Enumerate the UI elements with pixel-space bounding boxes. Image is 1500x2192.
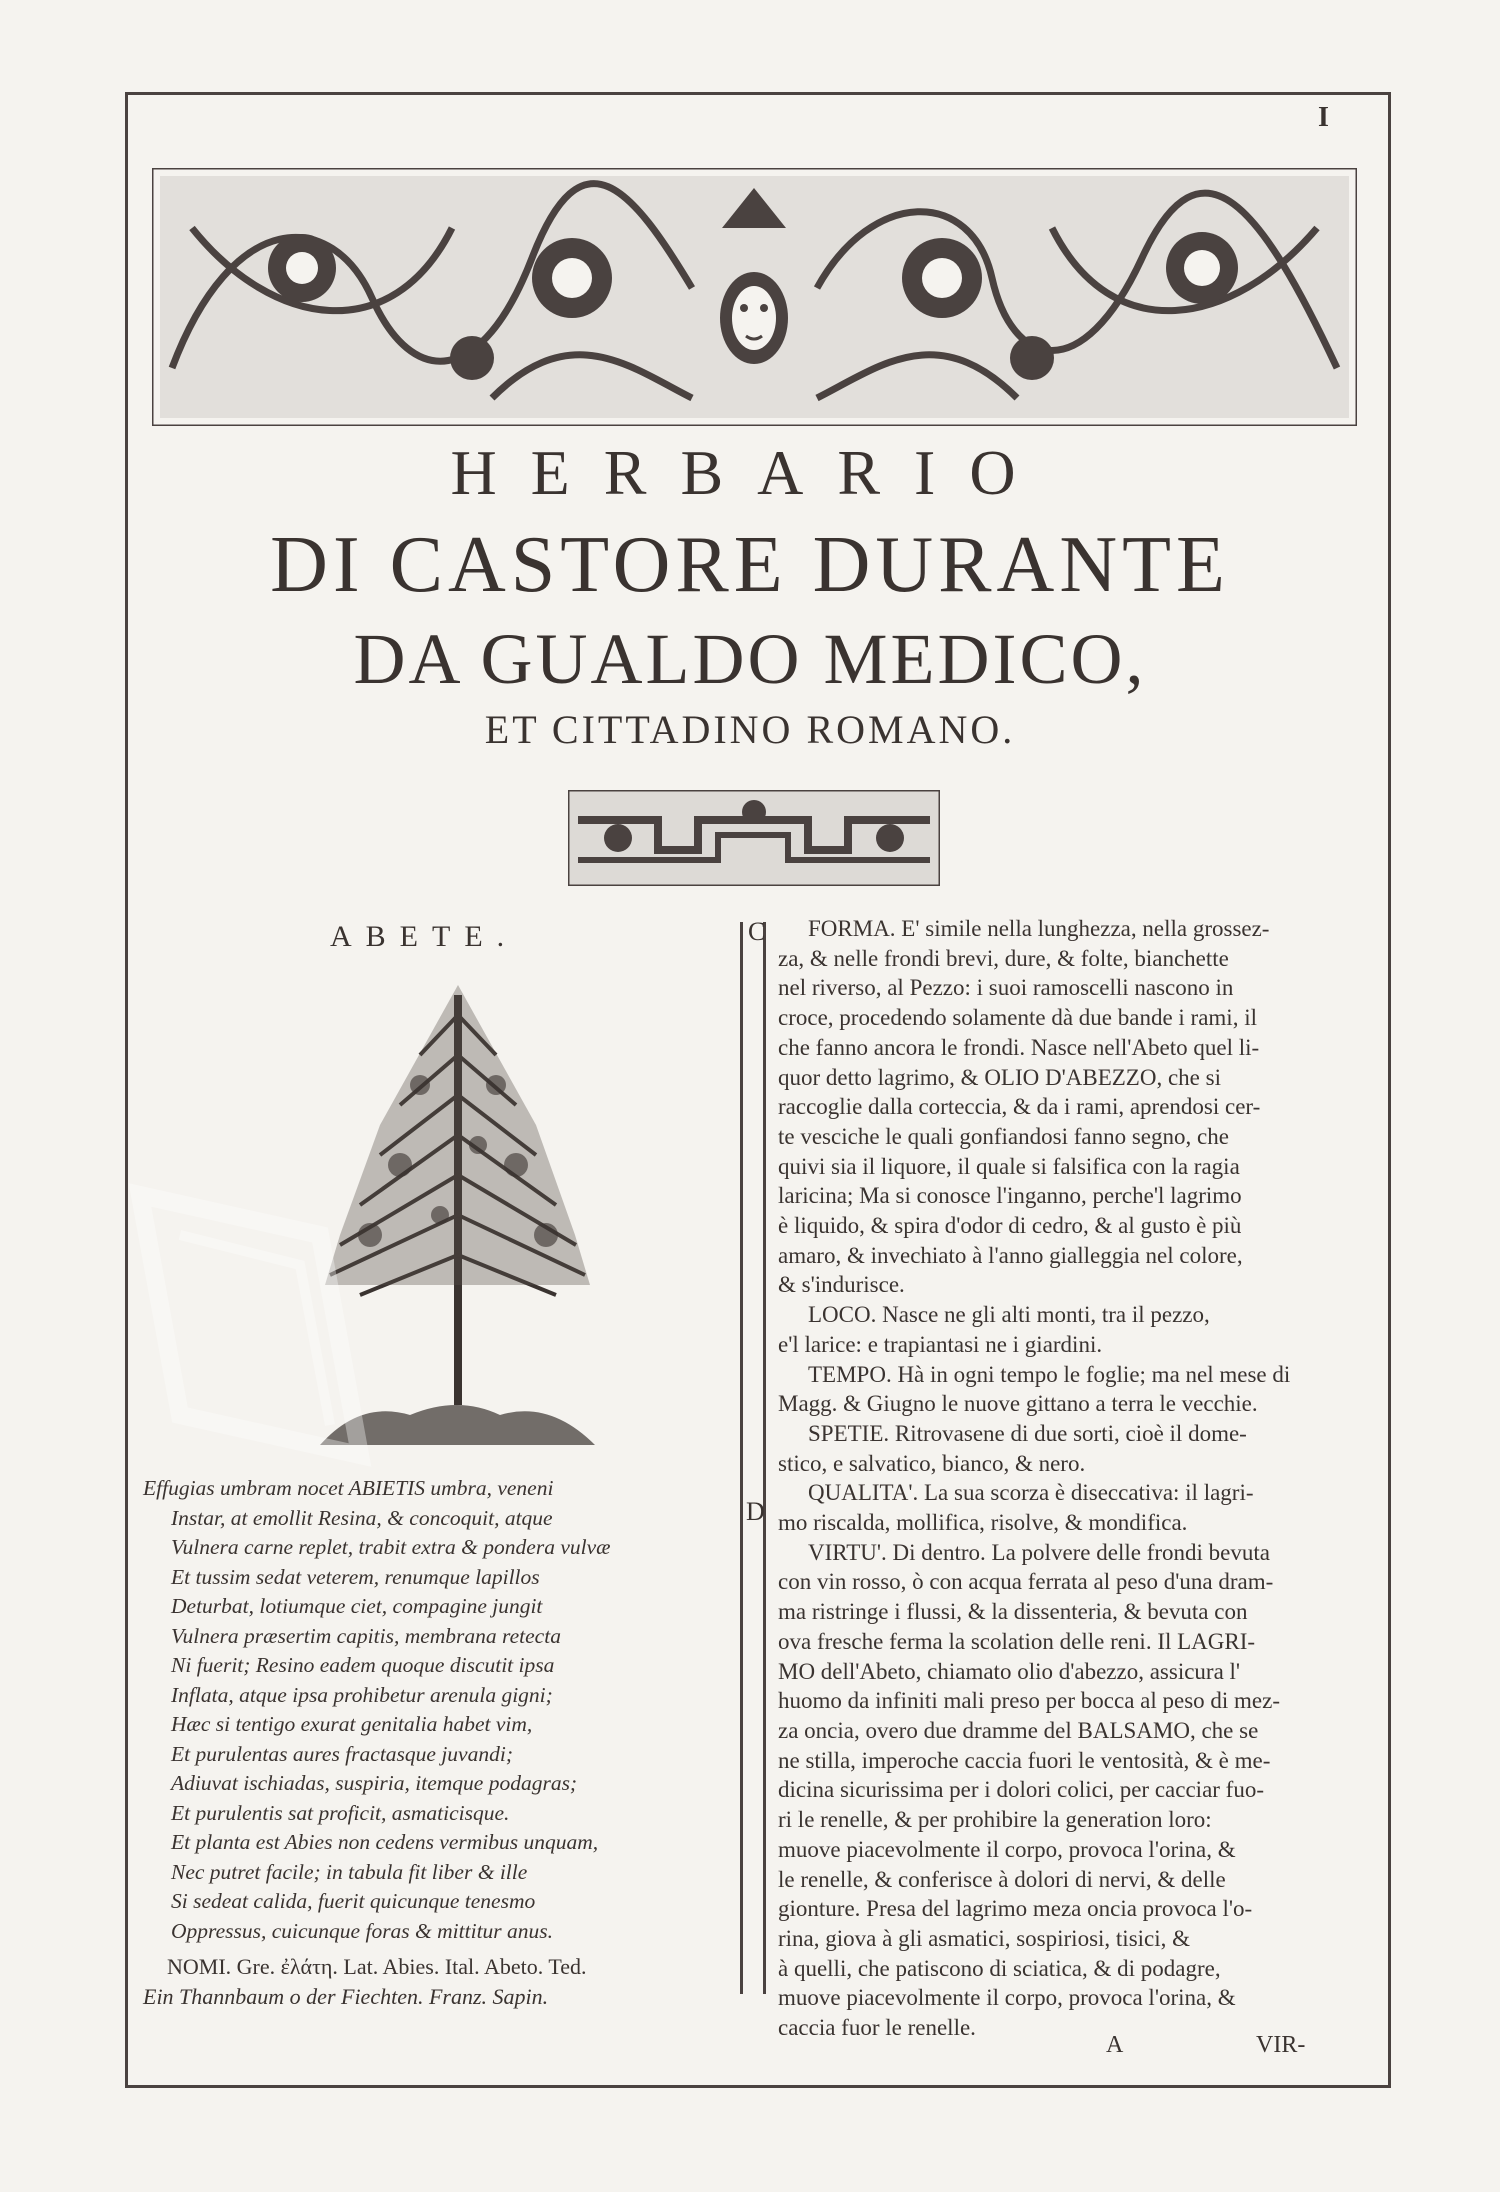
text-line: croce, procedendo solamente dà due bande i rami, il (778, 1005, 1257, 1031)
text-line: Magg. & Giugno le nuove gittano a terra le vecchie. (778, 1391, 1258, 1417)
text-line: laricina; Ma si conosce l'inganno, perche'l lagrimo (778, 1183, 1242, 1209)
poem-line: Oppressus, cuicunque foras & mittitur anus. (171, 1918, 554, 1943)
text-line: ne stilla, imperoche caccia fuori le ventosità, & è me- (778, 1747, 1271, 1773)
title-herbario: HERBARIO (450, 437, 1050, 508)
text-line: mo riscalda, mollifica, risolve, & mondifica. (778, 1510, 1188, 1536)
decorative-band-ornament (568, 790, 940, 886)
text-line: quor detto lagrimo, & OLIO D'ABEZZO, che si (778, 1064, 1221, 1090)
text-line: nel riverso, al Pezzo: i suoi ramoscelli nascono in (778, 975, 1234, 1001)
text-line: huomo da infiniti mali preso per bocca al peso di mez- (778, 1688, 1281, 1714)
text-line: muove piacevolmente il corpo, provoca l'orina, & (778, 1836, 1236, 1862)
text-line: MO dell'Abeto, chiamato olio d'abezzo, assicura l' (778, 1658, 1241, 1684)
plant-heading: ABETE. (330, 920, 519, 953)
margin-letter-c: C (748, 917, 766, 946)
text-line: le renelle, & conferisce à dolori di nervi, & delle (778, 1866, 1226, 1892)
text-line: amaro, & invechiato à l'anno gialleggia nel colore, (778, 1242, 1243, 1268)
poem-line: Ni fuerit; Resino eadem quoque discutit ipsa (171, 1653, 555, 1677)
text-line: gionture. Presa del lagrimo meza oncia provoca l'o- (778, 1896, 1253, 1922)
text-line: à quelli, che patiscono di sciatica, & di podagre, (778, 1955, 1221, 1981)
names-line: Ein Thannbaum o der Fiechten. Franz. Sapin. (143, 1984, 549, 2009)
margin-letter-d: D (746, 1497, 765, 1526)
text-line: che fanno ancora le frondi. Nasce nell'Abeto quel li- (778, 1034, 1260, 1060)
poem-line: Vulnera præsertim capitis, membrana retecta (171, 1623, 561, 1648)
catchword: VIR- (1256, 2032, 1306, 2058)
text-line: e'l larice: e trapiantasi ne i giardini. (778, 1331, 1103, 1357)
text-line: è liquido, & spira d'odor di cedro, & al gusto è più (778, 1213, 1242, 1239)
text-line: dicina sicurissima per i dolori colici, per cacciar fuo- (778, 1777, 1264, 1803)
text-line: ma ristringe i flussi, & la dissenteria, & bevuta con (778, 1599, 1248, 1625)
poem-line: Et purulentas aures fractasque juvandi; (171, 1741, 513, 1766)
poem-line: Nec putret facile; in tabula fit liber & ille (171, 1859, 528, 1884)
poem-line: Adiuvat ischiadas, suspiria, itemque podagras; (171, 1771, 578, 1795)
text-line: te vesciche le quali gonfiandosi fanno segno, che (778, 1123, 1229, 1149)
text-line: quivi sia il liquore, il quale si falsifica con la ragia (778, 1153, 1240, 1179)
signature-mark: A (1106, 2032, 1124, 2058)
column-rule-right (763, 922, 766, 1994)
text-line: muove piacevolmente il corpo, provoca l'orina, & (778, 1985, 1236, 2011)
latin-poem (143, 1474, 743, 1946)
poem-line: Hæc si tentigo exurat genitalia habet vim, (171, 1712, 533, 1736)
text-line: ova fresche ferma la scolation delle reni. Il LAGRI- (778, 1628, 1256, 1654)
names-line: NOMI. Gre. ἐλάτη. Lat. Abies. Ital. Abeto. Ted. (167, 1954, 587, 1979)
faint-watermark-logo (120, 1175, 380, 1475)
poem-line: Deturbat, lotiumque ciet, compagine jungit (171, 1594, 543, 1618)
text-line: con vin rosso, ò con acqua ferrata al peso d'una dram- (778, 1569, 1274, 1595)
floral-headpiece-ornament (152, 168, 1357, 426)
title-author: DI CASTORE DURANTE (270, 521, 1230, 609)
text-line: stico, e salvatico, bianco, & nero. (778, 1450, 1086, 1476)
text-line: ri le renelle, & per prohibire la generation loro: (778, 1807, 1212, 1833)
poem-line: Et purulentis sat proficit, asmaticisque. (171, 1800, 510, 1825)
text-line: rina, giova à gli asmatici, sospiriosi, tisici, & (778, 1925, 1191, 1951)
text-line: za oncia, overo due dramme del BALSAMO, che se (778, 1717, 1259, 1743)
title-origin: DA GUALDO MEDICO, (353, 619, 1147, 699)
poem-line: Vulnera carne replet, trabit extra & pondera vulvæ (171, 1535, 611, 1559)
text-line: TEMPO. Hà in ogni tempo le foglie; ma nel mese di (808, 1361, 1291, 1387)
poem-line: Effugias umbram nocet ABIETIS umbra, veneni (143, 1476, 554, 1500)
description-column (778, 914, 1368, 2043)
poem-line: Et planta est Abies non cedens vermibus unquam, (171, 1830, 599, 1854)
names-section (143, 1952, 743, 2012)
text-line: QUALITA'. La sua scorza è diseccativa: il lagri- (808, 1480, 1254, 1506)
text-line: za, & nelle frondi brevi, dure, & folte, bianchette (778, 945, 1229, 971)
text-line: VIRTU'. Di dentro. La polvere delle frondi bevuta (808, 1539, 1270, 1565)
page-number: I (1318, 102, 1329, 133)
text-line: LOCO. Nasce ne gli alti monti, tra il pezzo, (808, 1302, 1210, 1328)
text-line: raccoglie dalla corteccia, & da i rami, aprendosi cer- (778, 1094, 1261, 1120)
title-citizenship: ET CITTADINO ROMANO. (484, 707, 1016, 752)
text-line: SPETIE. Ritrovasene di due sorti, cioè il dome- (808, 1420, 1247, 1446)
text-line: FORMA. E' simile nella lunghezza, nella grossez- (808, 916, 1270, 941)
poem-line: Et tussim sedat veterem, renumque lapillos (171, 1564, 540, 1589)
text-line: caccia fuor le renelle. (778, 2015, 976, 2041)
text-line: & s'indurisce. (778, 1272, 905, 1298)
poem-line: Instar, at emollit Resina, & concoquit, atque (171, 1505, 553, 1530)
poem-line: Inflata, atque ipsa prohibetur arenula gigni; (171, 1682, 553, 1707)
poem-line: Si sedeat calida, fuerit quicunque tenesmo (171, 1889, 536, 1913)
